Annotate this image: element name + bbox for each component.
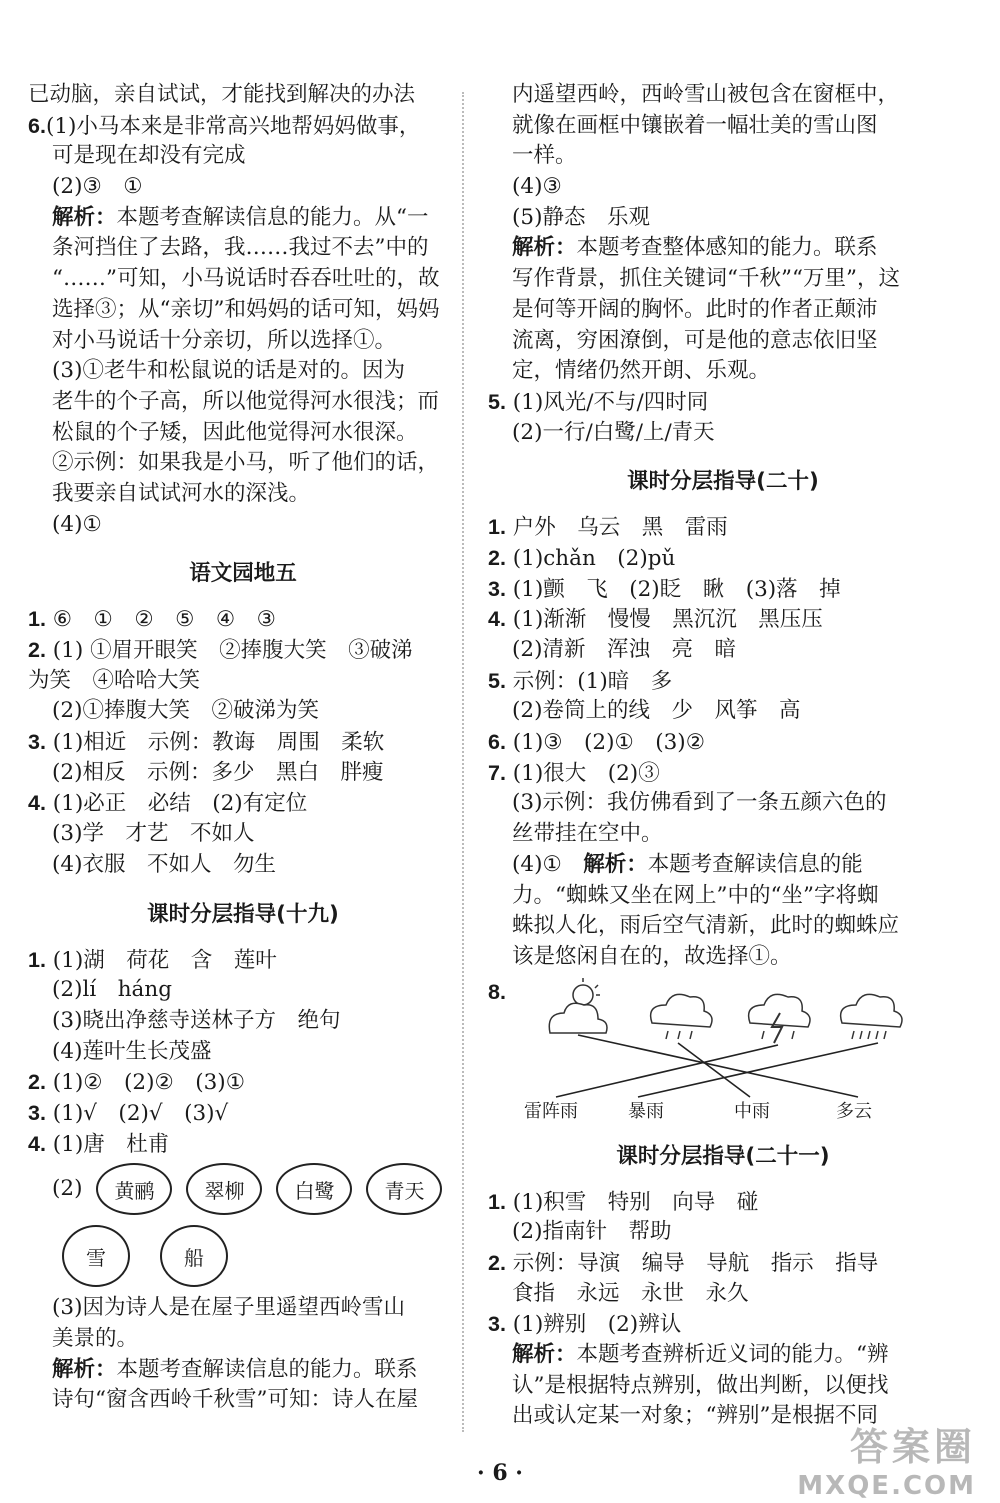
question-number: 8.: [488, 979, 506, 1004]
question-number: 6.: [28, 113, 46, 138]
text-line: 本题考查解读信息的能: [647, 851, 863, 877]
text-line: 内遥望西岭，西岭雪山被包含在窗框中，: [512, 82, 900, 107]
text-line: (1)√ (2)√ (3)√: [52, 1100, 229, 1126]
text-line: (4)莲叶生长茂盛: [52, 1038, 212, 1064]
circled-word: 雪: [62, 1225, 130, 1287]
text-line: (1)很大 (2)③: [512, 760, 660, 786]
text-line: 条河挡住了去路，我……我过不去”中的: [52, 235, 429, 261]
left-column: [28, 80, 458, 1416]
answer-line: [488, 1248, 958, 1279]
text-line: 户外 乌云 黑 雷雨: [512, 515, 728, 541]
text-line: 选择③；从“亲切”和妈妈的话可知，妈妈: [52, 296, 440, 322]
text-line: 可是现在却没有完成: [52, 143, 246, 169]
question-number: 3.: [488, 576, 506, 601]
text-line: (1)湖 荷花 含 莲叶: [52, 947, 277, 973]
text-line: (1) ①眉开眼笑 ②捧腹大笑 ③破涕: [52, 638, 413, 663]
text-line: 老牛的个子高，所以他觉得河水很浅；而: [52, 388, 440, 414]
text-line: 诗句“窗含西岭千秋雪”可知：诗人在屋: [52, 1387, 418, 1413]
analysis-line: [488, 233, 958, 264]
answer-line: [28, 635, 458, 666]
answer-line: [28, 1067, 458, 1098]
text-line: (1)③ (2)① (3)②: [512, 730, 705, 756]
heavy-rain-icon: [841, 994, 902, 1039]
watermark-url: MXQE.COM: [797, 1471, 976, 1501]
text-line: 本题考查整体感知的能力。联系: [576, 235, 878, 261]
answer-line: [28, 1129, 458, 1160]
text-line: (1)② (2)② (3)①: [52, 1070, 245, 1096]
text-line: (2)卷筒上的线 少 风筝 高: [512, 698, 801, 724]
question-number: 3.: [488, 1312, 506, 1337]
text-line: 松鼠的个子矮，因此他觉得河水很深。: [52, 419, 418, 445]
answer-line: [488, 512, 958, 543]
text-line: 对小马说话十分亲切，所以选择①。: [52, 327, 397, 353]
text-line: (4)①: [52, 511, 102, 537]
text-line: (1)相近 示例：教诲 周围 柔软: [52, 730, 385, 756]
circled-words-row: [28, 1159, 458, 1219]
text-line: (3)①老牛和松鼠说的话是对的。因为: [52, 358, 405, 384]
text-line: 一样。: [512, 143, 577, 169]
analysis-line: [28, 1355, 458, 1386]
text-line: 蛛拟人化，雨后空气清新，此时的蜘蛛应: [512, 913, 900, 939]
text-line: 出或认定某一对象；“辨别”是根据不同: [512, 1403, 878, 1429]
circled-word: 船: [160, 1225, 228, 1287]
answer-line: [28, 788, 458, 819]
text-line: 已动脑，亲自试试，才能找到解决的办法: [28, 82, 416, 107]
answer-line: [488, 727, 958, 758]
text-line: 我要亲自试试河水的深浅。: [52, 480, 311, 506]
text-line: (5)静态 乐观: [512, 204, 650, 230]
text-line: (1)辨别 (2)辨认: [512, 1312, 682, 1338]
circled-word: 翠柳: [186, 1163, 262, 1215]
analysis-line: [488, 1340, 958, 1371]
text-line: 示例：(1)暗 多: [512, 668, 673, 694]
analysis-line: [28, 203, 458, 234]
circled-word: 青天: [366, 1163, 442, 1215]
text-line: 示例：导演 编导 导航 指示 指导: [512, 1250, 879, 1276]
text-line: 美景的。: [52, 1326, 139, 1351]
text-line: 本题考查解读信息的能力。联系: [116, 1356, 418, 1382]
analysis-label: 解析：: [512, 235, 577, 261]
answer-line: [488, 574, 958, 605]
text-line: ⑥ ① ② ⑤ ④ ③: [52, 607, 276, 633]
circled-word: 白鹭: [276, 1163, 352, 1215]
text-line: (2)一行/白鹭/上/青天: [512, 419, 715, 445]
right-column: [488, 80, 958, 1432]
text-line: 该是悠闲自在的，故选择①。: [512, 943, 792, 969]
question-number: 1.: [488, 515, 506, 540]
watermark-logo-text: 答案圈: [849, 1425, 976, 1469]
text-line: 流离，穷困潦倒，可是他的意志依旧坚: [512, 327, 878, 353]
section-title: 课时分层指导(二十一): [616, 1143, 830, 1169]
section-title: 语文园地五: [189, 561, 297, 587]
column-divider: [462, 92, 464, 1432]
answer-line: [28, 727, 458, 758]
question-number: 7.: [488, 760, 506, 785]
question-number: 2.: [488, 545, 506, 570]
analysis-label: 解析：: [512, 1342, 577, 1367]
answer-line: [488, 543, 958, 574]
answer-line: [488, 1309, 958, 1340]
text-line: 为笑 ④哈哈大笑: [28, 667, 201, 693]
text-line: (1)唐 杜甫: [52, 1131, 170, 1157]
question-number: 4.: [488, 607, 506, 632]
question-number: 5.: [488, 668, 506, 693]
text-line: (3)示例：我仿佛看到了一条五颜六色的: [512, 790, 887, 816]
text-line: (1)渐渐 慢慢 黑沉沉 黑压压: [512, 607, 823, 633]
section-title: 课时分层指导(十九): [147, 901, 339, 927]
sub-number: (2): [52, 1175, 83, 1201]
analysis-label: 解析：: [52, 204, 117, 230]
partly-cloudy-icon: [549, 978, 607, 1033]
text-line: (2)③ ①: [52, 174, 143, 200]
analysis-label: 解析：: [52, 1356, 117, 1382]
text-line: 就像在画框中镶嵌着一幅壮美的雪山图: [512, 112, 878, 138]
question-number: 2.: [28, 638, 46, 662]
question-number: 1.: [488, 1189, 506, 1214]
analysis-label: 解析：: [583, 851, 648, 877]
question-number: 4.: [28, 1131, 46, 1156]
text-line: 力。“蜘蛛又坐在网上”中的“坐”字将蜘: [512, 882, 879, 908]
question-number: 1.: [28, 607, 46, 632]
text-line: (4)③: [512, 174, 562, 200]
text-line: (2)lí háng: [52, 977, 172, 1003]
weather-label: 多云: [836, 1100, 872, 1122]
match-line: [556, 1045, 778, 1097]
text-line: 写作背景，抓住关键词“千秋”“万里”，这: [512, 266, 900, 292]
text-line: (2)①捧腹大笑 ②破涕为笑: [52, 698, 319, 724]
circled-word: 黄鹂: [96, 1163, 172, 1215]
answer-line: [488, 758, 958, 789]
answer-line: [488, 666, 958, 697]
answer-line: [488, 387, 958, 418]
section-title: 课时分层指导(二十): [627, 469, 819, 495]
question-number: 6.: [488, 730, 506, 755]
text-line: (1)chǎn (2)pǔ: [512, 545, 676, 571]
text-line: 定，情绪仍然开朗、乐观。: [512, 358, 771, 384]
answer-line: [488, 1187, 958, 1218]
question-number: 3.: [28, 1100, 46, 1125]
page-number: · 6 ·: [477, 1460, 523, 1486]
weather-matching-diagram: [488, 973, 958, 1123]
weather-label: 雷阵雨: [524, 1100, 578, 1122]
text-line: (1)风光/不与/四时同: [512, 389, 709, 415]
answer-line: [28, 1098, 458, 1129]
text-line: 是何等开阔的胸怀。此时的作者正颠沛: [512, 296, 878, 322]
text-line: (1)颤 飞 (2)眨 瞅 (3)落 掉: [512, 576, 841, 602]
answer-line: [488, 604, 958, 635]
question-number: 5.: [488, 389, 506, 414]
text-line: 认”是根据特点辨别，做出判断，以便找: [512, 1372, 889, 1398]
circled-words-row: [28, 1219, 458, 1293]
question-6: [28, 111, 458, 142]
text-line: “……”可知，小马说话时吞吞吐吐的，故: [52, 266, 440, 292]
text-line: (1)小马本来是非常高兴地帮妈妈做事，: [45, 113, 421, 139]
text-line: (2)清新 浑浊 亮 暗: [512, 637, 736, 662]
text-line: (3)因为诗人是在屋子里遥望西岭雪山: [52, 1295, 405, 1321]
text-line: (4)①: [512, 851, 562, 877]
text-line: (1)积雪 特别 向导 碰: [512, 1189, 759, 1215]
match-line: [578, 1035, 858, 1097]
thunderstorm-icon: [749, 994, 810, 1043]
text-line: (3)学 才艺 不如人: [52, 821, 255, 847]
text-line: (2)相反 示例：多少 黑白 胖瘦: [52, 759, 384, 785]
weather-label: 暴雨: [628, 1100, 664, 1122]
analysis-line: [488, 850, 958, 881]
question-number: 2.: [28, 1070, 46, 1095]
text-line: ②示例：如果我是小马，听了他们的话，: [52, 450, 440, 476]
answer-line: [28, 945, 458, 976]
question-number: 1.: [28, 947, 46, 972]
rain-icon: [651, 994, 712, 1039]
text-line: (3)晓出净慈寺送林子方 绝句: [52, 1007, 341, 1033]
text-line: (1)必正 必结 (2)有定位: [52, 791, 308, 817]
question-number: 3.: [28, 730, 46, 755]
text-line: 本题考查解读信息的能力。从“一: [116, 204, 429, 230]
answer-line: [28, 604, 458, 635]
text-line: (4)衣服 不如人 勿生: [52, 851, 276, 877]
text-line: 丝带挂在空中。: [512, 821, 663, 847]
watermark: [797, 1416, 976, 1501]
question-number: 2.: [488, 1250, 506, 1275]
text-line: 本题考查辨析近义词的能力。“辨: [576, 1342, 889, 1367]
text-line: 食指 永远 永世 永久: [512, 1280, 749, 1306]
weather-label: 中雨: [734, 1100, 770, 1122]
text-line: (2)指南针 帮助: [512, 1219, 672, 1245]
question-number: 4.: [28, 791, 46, 816]
